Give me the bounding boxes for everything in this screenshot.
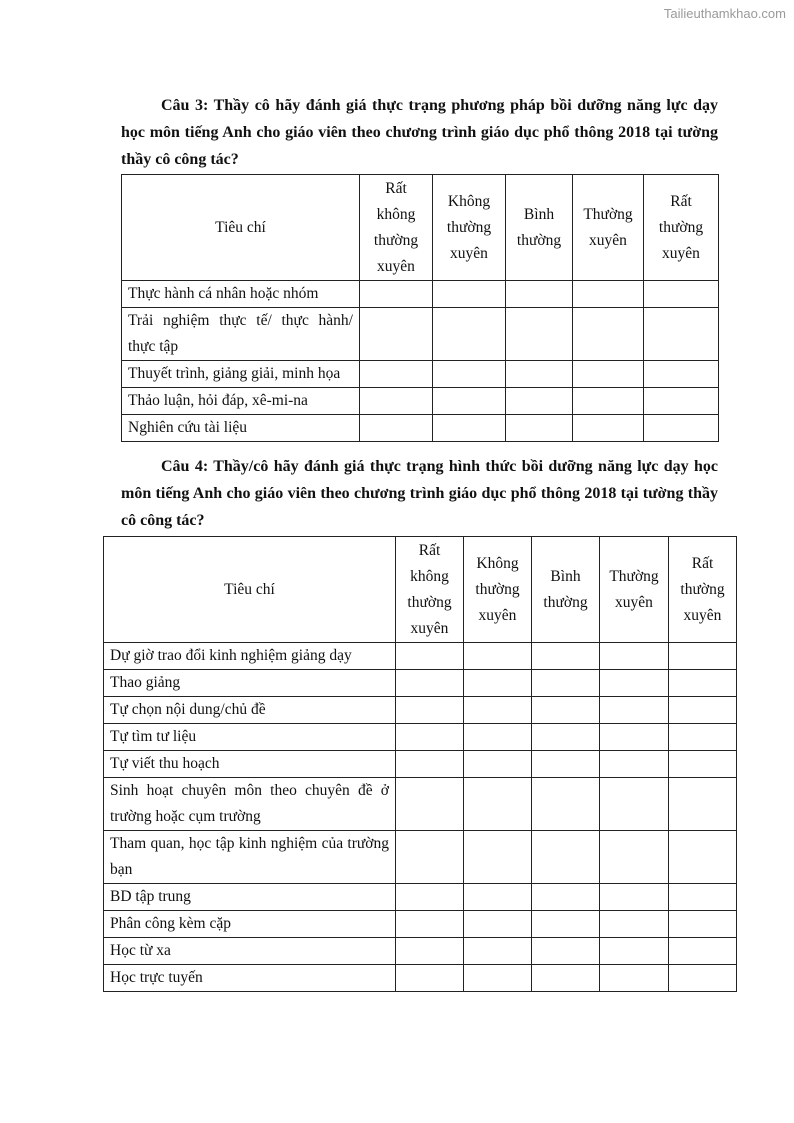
header-normal: Bình thường bbox=[532, 537, 600, 643]
header-normal: Bình thường bbox=[506, 175, 573, 281]
rating-cell[interactable] bbox=[464, 751, 532, 778]
rating-cell[interactable] bbox=[360, 388, 433, 415]
table-row bbox=[104, 911, 737, 938]
row-label: Phân công kèm cặp bbox=[104, 911, 396, 938]
rating-cell[interactable] bbox=[644, 388, 719, 415]
rating-cell[interactable] bbox=[600, 697, 669, 724]
table-row bbox=[104, 670, 737, 697]
row-label: Tự chọn nội dung/chủ đề bbox=[104, 697, 396, 724]
rating-cell[interactable] bbox=[433, 388, 506, 415]
question-3-text: Câu 3: Thầy cô hãy đánh giá thực trạng phương pháp bồi dưỡng năng lực dạy học môn tiếng Anh cho giáo viên theo chương trình giáo dục phổ thông 2018 tại tường thầy cô công tác? bbox=[121, 97, 718, 168]
rating-cell[interactable] bbox=[506, 388, 573, 415]
rating-cell[interactable] bbox=[532, 670, 600, 697]
table-row bbox=[122, 308, 719, 361]
row-label: Thao giảng bbox=[104, 670, 396, 697]
table-row bbox=[122, 388, 719, 415]
rating-cell[interactable] bbox=[532, 724, 600, 751]
table-row bbox=[104, 643, 737, 670]
rating-cell[interactable] bbox=[506, 361, 573, 388]
rating-cell[interactable] bbox=[464, 965, 532, 992]
question-3-table bbox=[121, 174, 719, 442]
question-4-table bbox=[103, 536, 737, 992]
table-row bbox=[104, 831, 737, 884]
rating-cell[interactable] bbox=[396, 751, 464, 778]
rating-cell[interactable] bbox=[669, 778, 737, 831]
rating-cell[interactable] bbox=[600, 911, 669, 938]
watermark-text: Tailieuthamkhao.com bbox=[663, 6, 786, 21]
rating-cell[interactable] bbox=[669, 724, 737, 751]
row-label: Thảo luận, hỏi đáp, xê-mi-na bbox=[122, 388, 360, 415]
header-often: Thường xuyên bbox=[573, 175, 644, 281]
row-label: Nghiên cứu tài liệu bbox=[122, 415, 360, 442]
rating-cell[interactable] bbox=[506, 281, 573, 308]
rating-cell[interactable] bbox=[532, 831, 600, 884]
rating-cell[interactable] bbox=[669, 884, 737, 911]
rating-cell[interactable] bbox=[396, 911, 464, 938]
table-header-row bbox=[104, 537, 737, 643]
rating-cell[interactable] bbox=[600, 778, 669, 831]
row-label: Trải nghiệm thực tế/ thực hành/ thực tập bbox=[122, 308, 360, 361]
row-label: Tham quan, học tập kinh nghiệm của trường bạn bbox=[104, 831, 396, 884]
row-label: Học trực tuyến bbox=[104, 965, 396, 992]
rating-cell[interactable] bbox=[464, 831, 532, 884]
table-header-row bbox=[122, 175, 719, 281]
rating-cell[interactable] bbox=[669, 697, 737, 724]
rating-cell[interactable] bbox=[644, 361, 719, 388]
rating-cell[interactable] bbox=[396, 831, 464, 884]
rating-cell[interactable] bbox=[600, 643, 669, 670]
rating-cell[interactable] bbox=[600, 831, 669, 884]
header-very-rarely: Rất không thường xuyên bbox=[360, 175, 433, 281]
rating-cell[interactable] bbox=[532, 884, 600, 911]
rating-cell[interactable] bbox=[669, 670, 737, 697]
rating-cell[interactable] bbox=[532, 778, 600, 831]
row-label: Tự tìm tư liệu bbox=[104, 724, 396, 751]
rating-cell[interactable] bbox=[573, 308, 644, 361]
question-4 bbox=[121, 453, 718, 534]
rating-cell[interactable] bbox=[433, 281, 506, 308]
rating-cell[interactable] bbox=[669, 911, 737, 938]
rating-cell[interactable] bbox=[669, 831, 737, 884]
header-very-rarely: Rất không thường xuyên bbox=[396, 537, 464, 643]
rating-cell[interactable] bbox=[360, 415, 433, 442]
header-criteria: Tiêu chí bbox=[122, 175, 360, 281]
rating-cell[interactable] bbox=[600, 724, 669, 751]
rating-cell[interactable] bbox=[669, 643, 737, 670]
rating-cell[interactable] bbox=[433, 415, 506, 442]
rating-cell[interactable] bbox=[396, 643, 464, 670]
table-row bbox=[104, 938, 737, 965]
rating-cell[interactable] bbox=[396, 938, 464, 965]
row-label: Thuyết trình, giảng giải, minh họa bbox=[122, 361, 360, 388]
rating-cell[interactable] bbox=[532, 643, 600, 670]
rating-cell[interactable] bbox=[464, 778, 532, 831]
row-label: Học từ xa bbox=[104, 938, 396, 965]
rating-cell[interactable] bbox=[644, 308, 719, 361]
rating-cell[interactable] bbox=[464, 911, 532, 938]
rating-cell[interactable] bbox=[396, 724, 464, 751]
header-very-often: Rất thường xuyên bbox=[669, 537, 737, 643]
rating-cell[interactable] bbox=[532, 911, 600, 938]
rating-cell[interactable] bbox=[464, 643, 532, 670]
row-label: Thực hành cá nhân hoặc nhóm bbox=[122, 281, 360, 308]
header-criteria: Tiêu chí bbox=[104, 537, 396, 643]
rating-cell[interactable] bbox=[464, 670, 532, 697]
rating-cell[interactable] bbox=[396, 965, 464, 992]
row-label: BD tập trung bbox=[104, 884, 396, 911]
header-rarely: Không thường xuyên bbox=[433, 175, 506, 281]
rating-cell[interactable] bbox=[360, 281, 433, 308]
row-label: Sinh hoạt chuyên môn theo chuyên đề ở trường hoặc cụm trường bbox=[104, 778, 396, 831]
rating-cell[interactable] bbox=[573, 361, 644, 388]
rating-cell[interactable] bbox=[600, 965, 669, 992]
header-rarely: Không thường xuyên bbox=[464, 537, 532, 643]
rating-cell[interactable] bbox=[506, 415, 573, 442]
rating-cell[interactable] bbox=[506, 308, 573, 361]
rating-cell[interactable] bbox=[532, 965, 600, 992]
rating-cell[interactable] bbox=[532, 751, 600, 778]
rating-cell[interactable] bbox=[433, 308, 506, 361]
rating-cell[interactable] bbox=[464, 938, 532, 965]
table-row bbox=[104, 697, 737, 724]
rating-cell[interactable] bbox=[464, 884, 532, 911]
table-row bbox=[104, 751, 737, 778]
table-row bbox=[104, 884, 737, 911]
rating-cell[interactable] bbox=[396, 670, 464, 697]
rating-cell[interactable] bbox=[573, 415, 644, 442]
rating-cell[interactable] bbox=[433, 361, 506, 388]
rating-cell[interactable] bbox=[644, 415, 719, 442]
rating-cell[interactable] bbox=[669, 938, 737, 965]
header-very-often: Rất thường xuyên bbox=[644, 175, 719, 281]
rating-cell[interactable] bbox=[360, 361, 433, 388]
rating-cell[interactable] bbox=[532, 938, 600, 965]
rating-cell[interactable] bbox=[532, 697, 600, 724]
rating-cell[interactable] bbox=[669, 751, 737, 778]
table-row bbox=[122, 361, 719, 388]
question-3 bbox=[121, 92, 718, 173]
rating-cell[interactable] bbox=[396, 884, 464, 911]
rating-cell[interactable] bbox=[600, 884, 669, 911]
rating-cell[interactable] bbox=[396, 697, 464, 724]
header-often: Thường xuyên bbox=[600, 537, 669, 643]
rating-cell[interactable] bbox=[600, 670, 669, 697]
rating-cell[interactable] bbox=[396, 778, 464, 831]
table-row bbox=[104, 778, 737, 831]
rating-cell[interactable] bbox=[600, 751, 669, 778]
rating-cell[interactable] bbox=[644, 281, 719, 308]
table-row bbox=[122, 415, 719, 442]
table-row bbox=[104, 724, 737, 751]
table-row bbox=[122, 281, 719, 308]
row-label: Tự viết thu hoạch bbox=[104, 751, 396, 778]
table-row bbox=[104, 965, 737, 992]
row-label: Dự giờ trao đổi kinh nghiệm giảng dạy bbox=[104, 643, 396, 670]
rating-cell[interactable] bbox=[464, 697, 532, 724]
rating-cell[interactable] bbox=[464, 724, 532, 751]
rating-cell[interactable] bbox=[600, 938, 669, 965]
rating-cell[interactable] bbox=[573, 281, 644, 308]
rating-cell[interactable] bbox=[669, 965, 737, 992]
rating-cell[interactable] bbox=[573, 388, 644, 415]
rating-cell[interactable] bbox=[360, 308, 433, 361]
question-4-text: Câu 4: Thầy/cô hãy đánh giá thực trạng hình thức bồi dưỡng năng lực dạy học môn tiếng Anh cho giáo viên theo chương trình giáo dục phổ thông 2018 tại tường thầy cô công tác? bbox=[121, 458, 718, 529]
